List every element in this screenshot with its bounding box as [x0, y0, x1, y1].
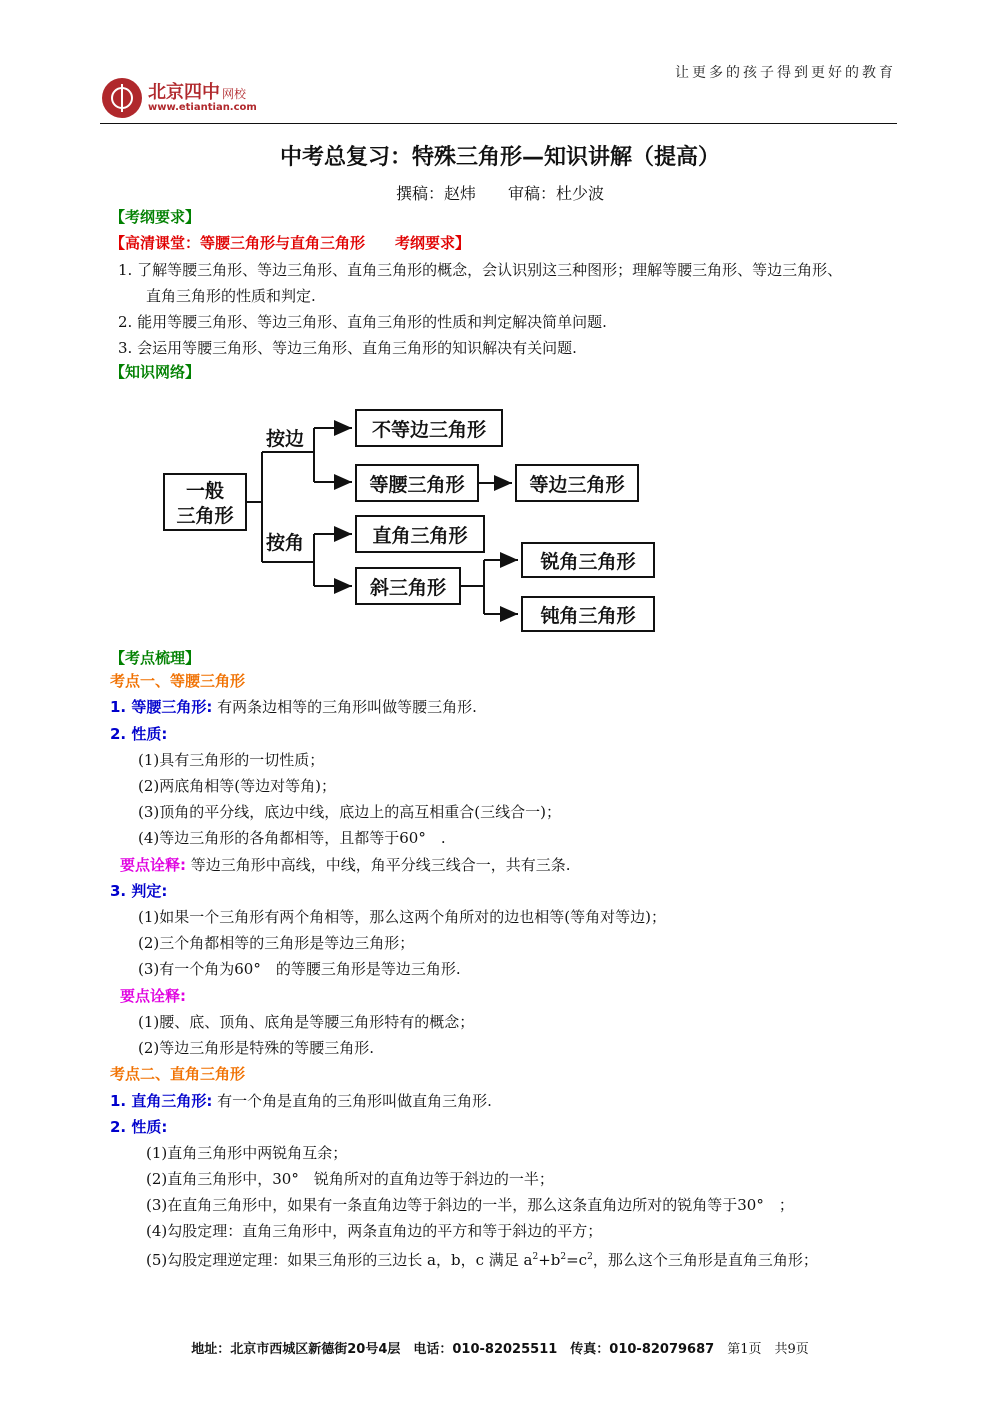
point2-def-text: 有一个角是直角的三角形叫做直角三角形.: [212, 1092, 492, 1110]
point1-prop-3: (3)顶角的平分线，底边中线，底边上的高互相重合(三线合一)；: [138, 803, 561, 821]
point1-def-label: 1. 等腰三角形:: [110, 698, 213, 716]
label-oblique: 斜三角形: [369, 577, 447, 599]
requirement-1b: 直角三角形的性质和判定.: [146, 287, 316, 305]
point1-note1-label: 要点诠释:: [120, 856, 186, 874]
author-line: 撰稿：赵炜 审稿：杜少波: [395, 184, 604, 203]
footer-address: 地址：北京市西城区新德街20号4层 电话：010-82025511 传真：010-82079687: [191, 1342, 715, 1357]
section-points: 【考点梳理】: [110, 649, 201, 667]
label-obtuse: 钝角三角形: [540, 605, 636, 627]
label-by-side: 按边: [266, 428, 305, 450]
point2-prop-3: (3)在直角三角形中，如果有一条直角边等于斜边的一半，那么这条直角边所对的锐角等于30° ；: [146, 1196, 794, 1214]
page-footer: [0, 1338, 1000, 1357]
point1-def-text: 有两条边相等的三角形叫做等腰三角形.: [212, 698, 477, 716]
section-requirements: 【考纲要求】: [110, 208, 201, 226]
point2-prop-2: (2)直角三角形中，30° 锐角所对的直角边等于斜边的一半；: [146, 1170, 554, 1188]
section-network: 【知识网络】: [110, 363, 201, 381]
requirement-2: 2. 能用等腰三角形、等边三角形、直角三角形的性质和判定解决简单问题.: [118, 313, 607, 331]
point1-judge-label: 3. 判定:: [110, 882, 168, 900]
knowledge-network-diagram: [0, 0, 1000, 660]
point2-prop-1: (1)直角三角形中两锐角互余；: [146, 1144, 348, 1162]
point1-note1-text: 等边三角形中高线，中线，角平分线三线合一，共有三条.: [186, 856, 571, 874]
hd-class-heading: 【高清课堂：等腰三角形与直角三角形 考纲要求】: [110, 234, 471, 252]
label-isosceles: 等腰三角形: [369, 474, 465, 496]
point1-heading: 考点一、等腰三角形: [110, 672, 246, 690]
point1-prop-2: (2)两底角相等(等边对等角)；: [138, 777, 336, 795]
requirement-1a: 1. 了解等腰三角形、等边三角形、直角三角形的概念，会认识别这三种图形；理解等腰三角形、等边三角形、: [118, 261, 843, 279]
point2-heading: 考点二、直角三角形: [110, 1065, 246, 1083]
point1-prop-4: (4)等边三角形的各角都相等，且都等于60° .: [138, 829, 446, 847]
point1-prop-1: (1)具有三角形的一切性质；: [138, 751, 325, 769]
logo-text: 北京四中 网校: [148, 82, 247, 103]
point2-definition: [110, 1091, 492, 1111]
page-title: 中考总复习：特殊三角形—知识讲解（提高）: [279, 145, 720, 170]
point1-note2-2: (2)等边三角形是特殊的等腰三角形.: [138, 1039, 375, 1057]
requirement-3: 3. 会运用等腰三角形、等边三角形、直角三角形的知识解决有关问题.: [118, 339, 577, 357]
label-acute: 锐角三角形: [540, 551, 636, 573]
label-equilateral: 等边三角形: [529, 474, 625, 496]
label-general: 一般: [185, 480, 225, 502]
point1-note2-label: 要点诠释:: [120, 987, 186, 1005]
point1-definition: [110, 697, 477, 717]
point1-note2-1: (1)腰、底、顶角、底角是等腰三角形特有的概念；: [138, 1013, 475, 1031]
label-right: 直角三角形: [372, 525, 468, 547]
label-by-angle: 按角: [266, 532, 305, 554]
point1-judge-2: (2)三个角都相等的三角形是等边三角形；: [138, 934, 415, 952]
point1-judge-3: (3)有一个角为60° 的等腰三角形是等边三角形.: [138, 960, 461, 978]
point2-prop-5: (5)勾股定理逆定理：如果三角形的三边长 a，b，c 满足 $a^2+b^2=c^2$，那么这个三角形是直角三角形；: [146, 1251, 818, 1269]
point2-prop-label: 2. 性质:: [110, 1118, 168, 1136]
point1-prop-label: 2. 性质:: [110, 725, 168, 743]
label-general-2: 三角形: [176, 505, 234, 527]
label-scalene: 不等边三角形: [371, 419, 487, 441]
point2-prop-4: (4)勾股定理：直角三角形中，两条直角边的平方和等于斜边的平方；: [146, 1222, 603, 1240]
point1-note-1: [120, 855, 571, 875]
logo-url: www.etiantian.com: [148, 102, 257, 113]
footer-page-number: 第1页 共9页: [714, 1342, 809, 1357]
header-slogan: 让更多的孩子得到更好的教育: [675, 65, 896, 81]
point2-def-label: 1. 直角三角形:: [110, 1092, 213, 1110]
point1-judge-1: (1)如果一个三角形有两个角相等，那么这两个角所对的边也相等(等角对等边)；: [138, 908, 666, 926]
